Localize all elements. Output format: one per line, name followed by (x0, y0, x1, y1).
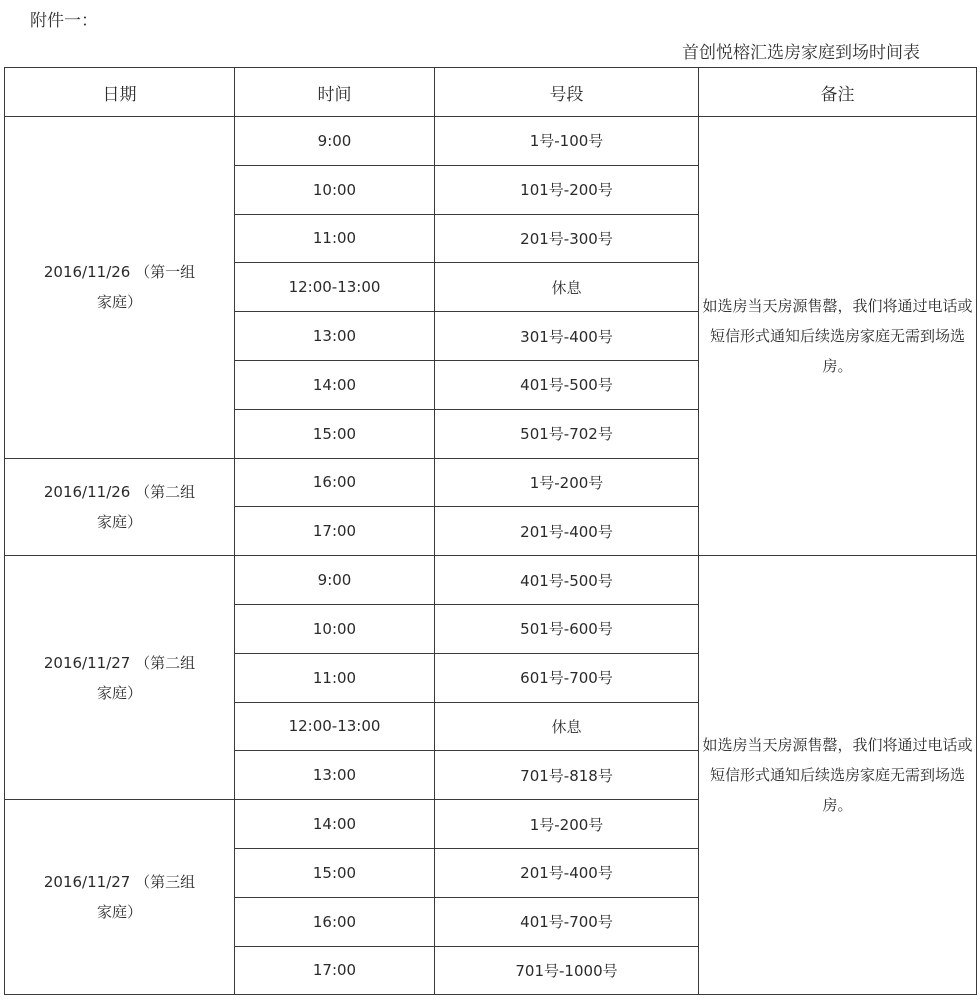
time-cell: 12:00-13:00 (235, 263, 435, 312)
header-notes: 备注 (699, 68, 977, 117)
table-row (5, 556, 977, 605)
time-cell: 12:00-13:00 (235, 702, 435, 751)
time-cell: 11:00 (235, 653, 435, 702)
attachment-label: 附件一： (30, 11, 98, 31)
range-cell: 301号-400号 (435, 312, 699, 361)
date-line: 2016/11/26 （第一组 (43, 263, 196, 282)
document-title: 首创悦榕汇选房家庭到场时间表 (682, 43, 920, 63)
range-cell: 1号-100号 (435, 117, 699, 166)
range-cell: 701号-818号 (435, 751, 699, 800)
time-cell: 16:00 (235, 458, 435, 507)
date-cell (5, 556, 235, 800)
range-cell: 501号-600号 (435, 604, 699, 653)
date-cell (5, 117, 235, 459)
time-cell: 14:00 (235, 360, 435, 409)
time-cell: 14:00 (235, 800, 435, 849)
group-line: 家庭） (96, 903, 142, 922)
header-time: 时间 (235, 68, 435, 117)
range-cell: 401号-500号 (435, 360, 699, 409)
header-date: 日期 (5, 68, 235, 117)
range-cell: 休息 (435, 702, 699, 751)
time-cell: 17:00 (235, 946, 435, 995)
time-cell: 9:00 (235, 556, 435, 605)
time-cell: 15:00 (235, 409, 435, 458)
time-cell: 10:00 (235, 604, 435, 653)
range-cell: 401号-500号 (435, 556, 699, 605)
date-cell (5, 458, 235, 556)
note-cell: 如选房当天房源售罄，我们将通过电话或短信形式通知后续选房家庭无需到场选房。 (699, 117, 977, 556)
time-cell: 13:00 (235, 751, 435, 800)
date-line: 2016/11/26 （第二组 (43, 482, 196, 501)
range-cell: 201号-300号 (435, 214, 699, 263)
table-row (5, 117, 977, 166)
date-line: 2016/11/27 （第三组 (43, 873, 196, 892)
range-cell: 601号-700号 (435, 653, 699, 702)
time-cell: 13:00 (235, 312, 435, 361)
range-cell: 休息 (435, 263, 699, 312)
range-cell: 501号-702号 (435, 409, 699, 458)
group-line: 家庭） (96, 683, 142, 702)
time-cell: 10:00 (235, 165, 435, 214)
date-line: 2016/11/27 （第二组 (43, 653, 196, 672)
range-cell: 201号-400号 (435, 848, 699, 897)
schedule-table (4, 67, 977, 995)
range-cell: 1号-200号 (435, 458, 699, 507)
group-line: 家庭） (96, 512, 142, 531)
range-cell: 401号-700号 (435, 897, 699, 946)
time-cell: 17:00 (235, 507, 435, 556)
time-cell: 15:00 (235, 848, 435, 897)
time-cell: 9:00 (235, 117, 435, 166)
range-cell: 101号-200号 (435, 165, 699, 214)
time-cell: 16:00 (235, 897, 435, 946)
header-number-range: 号段 (435, 68, 699, 117)
range-cell: 201号-400号 (435, 507, 699, 556)
date-cell (5, 800, 235, 995)
note-cell: 如选房当天房源售罄，我们将通过电话或短信形式通知后续选房家庭无需到场选房。 (699, 556, 977, 995)
header-row (5, 68, 977, 117)
range-cell: 701号-1000号 (435, 946, 699, 995)
group-line: 家庭） (96, 293, 142, 312)
time-cell: 11:00 (235, 214, 435, 263)
range-cell: 1号-200号 (435, 800, 699, 849)
